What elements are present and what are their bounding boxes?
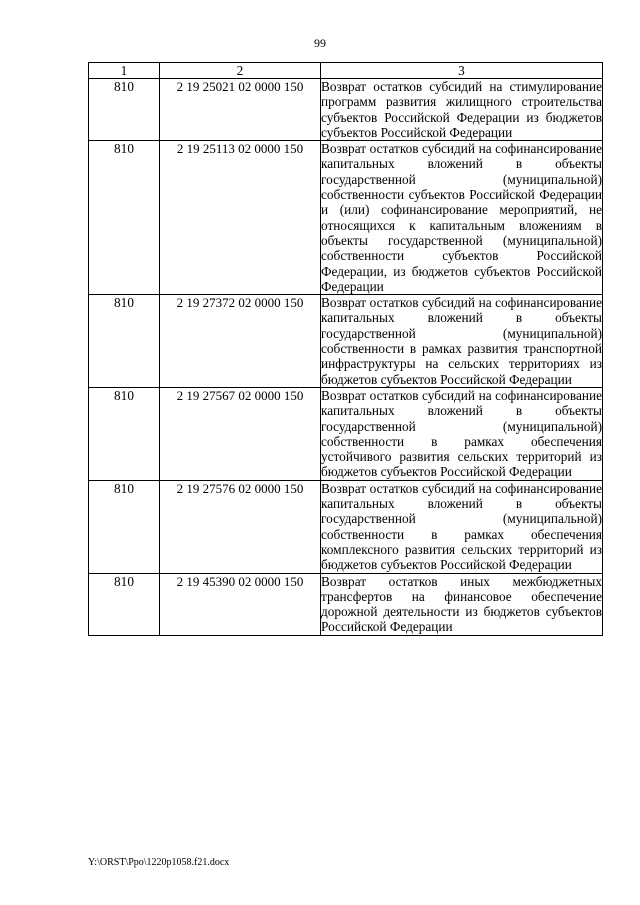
budget-code-cell: 2 19 27567 02 0000 150 [160, 387, 321, 480]
budget-code-cell: 2 19 27372 02 0000 150 [160, 295, 321, 388]
admin-code-cell: 810 [89, 295, 160, 388]
admin-code-cell: 810 [89, 79, 160, 141]
budget-code-cell: 2 19 27576 02 0000 150 [160, 480, 321, 573]
table-row [89, 141, 603, 295]
admin-code-cell: 810 [89, 141, 160, 295]
budget-code-cell: 2 19 45390 02 0000 150 [160, 573, 321, 635]
table-header-row [89, 63, 603, 79]
table-row [89, 573, 603, 635]
column-header-3: 3 [321, 63, 603, 79]
table-row [89, 387, 603, 480]
admin-code-cell: 810 [89, 387, 160, 480]
table-row [89, 295, 603, 388]
table-row [89, 79, 603, 141]
description-cell: Возврат остатков иных межбюджетных трансфертов на финансовое обеспечение дорожной деятельности из бюджетов субъектов Российской Федерации [321, 573, 602, 635]
footer-file-path: Y:\ORST\Ppo\1220p1058.f21.docx [88, 857, 230, 868]
description-cell: Возврат остатков субсидий на софинансирование капитальных вложений в объекты государственной (муниципальной) собственности в рамках обеспечения комплексного развития сельских территорий из бюджетов субъектов Российской Федерации [321, 480, 602, 573]
column-header-2: 2 [160, 63, 321, 79]
description-cell: Возврат остатков субсидий на стимулирование программ развития жилищного строительства субъектов Российской Федерации из бюджетов субъектов Российской Федерации [321, 79, 602, 140]
admin-code-cell: 810 [89, 573, 160, 635]
table-row [89, 480, 603, 573]
description-cell: Возврат остатков субсидий на софинансирование капитальных вложений в объекты государственной (муниципальной) собственности в рамках развития транспортной инфраструктуры на сельских территориях из бюджетов субъектов Российской Федерации [321, 295, 602, 387]
column-header-1: 1 [89, 63, 160, 79]
description-cell: Возврат остатков субсидий на софинансирование капитальных вложений в объекты государственной (муниципальной) собственности в рамках обеспечения устойчивого развития сельских территорий из бюджетов субъектов Российской Федерации [321, 387, 602, 480]
budget-codes-table [88, 62, 603, 636]
budget-code-cell: 2 19 25113 02 0000 150 [160, 141, 321, 295]
description-cell: Возврат остатков субсидий на софинансирование капитальных вложений в объекты государственной (муниципальной) собственности субъектов Российской Федерации и (или) софинансирование мероприятий, не относящихся к капитальным вложениям в объекты государственной (муниципальной) собственности субъектов Российской Федерации, из бюджетов субъектов Российской Федерации [321, 141, 602, 294]
page-number: 99 [314, 36, 326, 50]
admin-code-cell: 810 [89, 480, 160, 573]
budget-code-cell: 2 19 25021 02 0000 150 [160, 79, 321, 141]
